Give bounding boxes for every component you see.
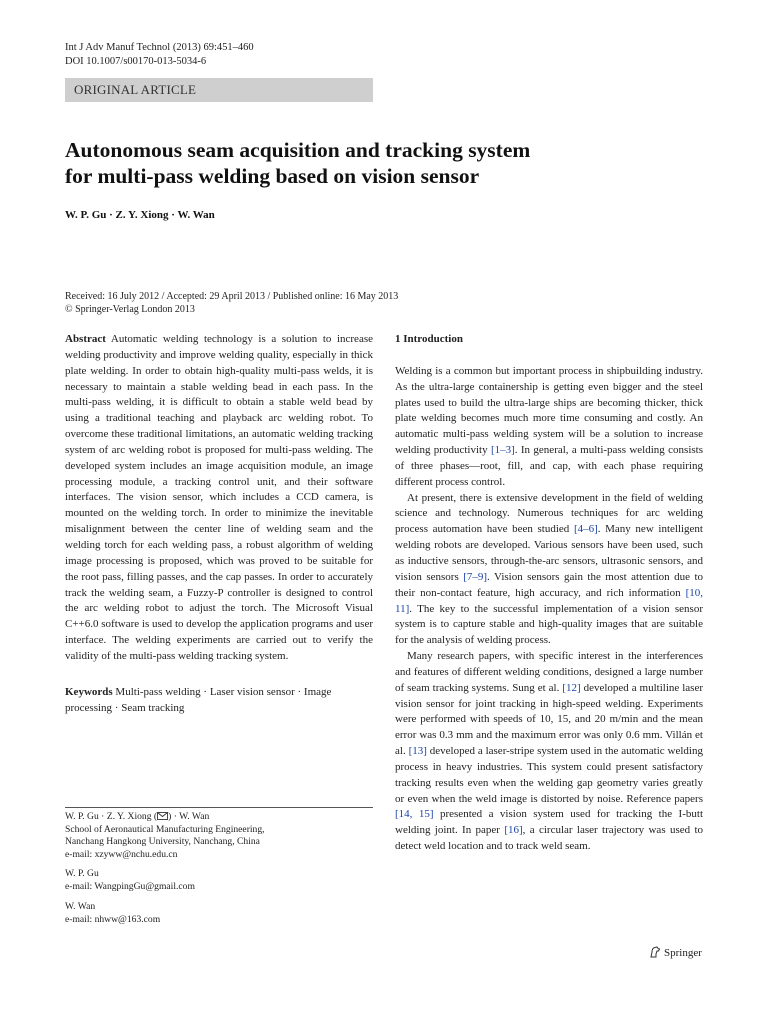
affiliation-divider xyxy=(65,807,373,808)
abstract-label: Abstract xyxy=(65,333,106,345)
citation-link[interactable]: [12] xyxy=(562,681,581,694)
paragraph-3: Many research papers, with specific interest in the interferences and features of different welding conditions, designed a large number of seam tracking systems. Sung et al. [12] developed a multiline laser vision sensor for joint tracking in high-speed welding. Experiments were performed with speeds of 10, 15, and 20 m/min and the mean error was 0.3 mm and the maximum error was only 0.6 mm. Villán et al. [13] developed a laser-stripe system used in the automatic welding process in heavy industries. This system could present satisfactory tracking results even when the welding gap geometry varies greatly or even when the weld image is distorted by noise. Reference papers [14, 15] presented a vision system used for tracking the I-butt welding joint. In paper [16], a circular laser trajectory was used to detect weld location and to track weld seam. xyxy=(395,650,704,853)
citation-link[interactable]: [14, 15] xyxy=(395,808,434,821)
article-type-banner xyxy=(65,78,373,102)
author-list: W. P. Gu · Z. Y. Xiong · W. Wan xyxy=(65,209,215,221)
affiliation-email: e-mail: nhww@163.com xyxy=(65,913,161,925)
left-column xyxy=(65,332,373,716)
affiliation-email: e-mail: WangpingGu@gmail.com xyxy=(65,880,195,892)
paragraph-2: At present, there is extensive development in the field of welding science and technology. Numerous techniques for arc welding process automation have been studied [4–6]. Many new intelligent welding robots are developed. Various sensors have been used, such as inductive sensors, through-the-arc sensors, ultrasonic sensors, and vision sensors [7–9]. Vision sensors gain the most attention due to their non-contact feature, high accuracy, and rich information [10, 11]. The key to the successful implementation of a vision sensor system is to capture stable and high-quality images that are suitable for the analysis of welding process. xyxy=(395,491,703,647)
affiliation-block-1 xyxy=(65,811,373,861)
affiliation-block-2 xyxy=(65,868,373,893)
title-line-2: for multi-pass welding based on vision sensor xyxy=(65,164,480,188)
paper-title xyxy=(65,137,705,189)
journal-citation: Int J Adv Manuf Technol (2013) 69:451–460 xyxy=(65,42,254,53)
affiliation-school: School of Aeronautical Manufacturing Engineering, xyxy=(65,823,265,835)
affiliation-block-3 xyxy=(65,901,373,926)
citation-link[interactable]: [13] xyxy=(408,745,427,758)
envelope-icon xyxy=(157,812,168,820)
keywords xyxy=(65,685,373,717)
title-line-1: Autonomous seam acquisition and tracking system xyxy=(65,138,531,162)
article-type-label: ORIGINAL ARTICLE xyxy=(74,82,197,97)
springer-horse-icon xyxy=(649,946,661,958)
doi: DOI 10.1007/s00170-013-5034-6 xyxy=(65,56,207,67)
affiliation-email: e-mail: xzyww@nchu.edu.cn xyxy=(65,848,178,860)
publisher-name: Springer xyxy=(664,947,702,959)
abstract xyxy=(65,332,373,665)
citation-link[interactable]: [10, 11] xyxy=(395,586,703,615)
right-column xyxy=(395,332,703,855)
abstract-text: Automatic welding technology is a solution to increase welding productivity and improve welding quality, especially in thick plate welding. In order to obtain high-quality multi-pass welds, it is necessary to maintain a stable welding bead in each pass. In the multi-pass welding, it is difficult to obtain a stable weld bead by using a traditional teaching and playback arc welding robot. To overcome these traditional limitations, an automatic welding tracking system of arc welding robot is proposed for multi-pass welding. The developed system includes an image acquisition module, an image processing module, a tracking control unit, and their software interfaces. The vision sensor, which includes a CCD camera, is mounted on the welding torch. In order to minimize the inevitable misalignment between the center line of welding seam and the welding torch for each welding pass, a robust algorithm of welding image processing is proposed, which was proved to be suitable for the root pass, filling passes, and the cap passes. In order to accurately track the welding seam, a Fuzzy-P controller is designed to control the arc welding robot to adjust the torch. The Microsoft Visual C++6.0 software is used to develop the application programs and user interface. The welding experiments are carried out to verify the validity of the multi-pass welding tracking system. xyxy=(65,333,373,662)
affiliation-university: Nanchang Hangkong University, Nanchang, China xyxy=(65,836,260,848)
keywords-label: Keywords xyxy=(65,685,113,698)
affiliation-name: W. Wan xyxy=(65,901,96,912)
publication-dates: Received: 16 July 2012 / Accepted: 29 April 2013 / Published online: 16 May 2013 xyxy=(65,291,399,302)
citation-link[interactable]: [7–9] xyxy=(463,570,488,583)
paragraph-1: Welding is a common but important process in shipbuilding industry. As the ultra-large containership is getting even bigger and the steel plates used to build the ultra-large ships are becoming thicker, thick plate welding becomes much more time consuming and costly. An automatic multi-pass welding system will be a solution to increase welding productivity [1–3]. In general, a multi-pass welding consists of three phases—root, fill, and cap, with each phase requiring different process control. xyxy=(395,364,703,488)
citation-link[interactable]: [4–6] xyxy=(573,523,598,536)
citation-link[interactable]: [1–3] xyxy=(490,444,515,457)
copyright: © Springer-Verlag London 2013 xyxy=(65,304,195,315)
affiliation-authors: W. P. Gu · Z. Y. Xiong ( ) · W. Wan xyxy=(65,811,210,822)
affiliation-name: W. P. Gu xyxy=(65,868,99,879)
citation-link[interactable]: [16] xyxy=(504,824,523,837)
keywords-text: Multi-pass welding · Laser vision sensor · Image processing · Seam tracking xyxy=(65,685,332,714)
publisher-logo xyxy=(649,946,702,960)
section-heading: 1 Introduction xyxy=(395,333,463,345)
